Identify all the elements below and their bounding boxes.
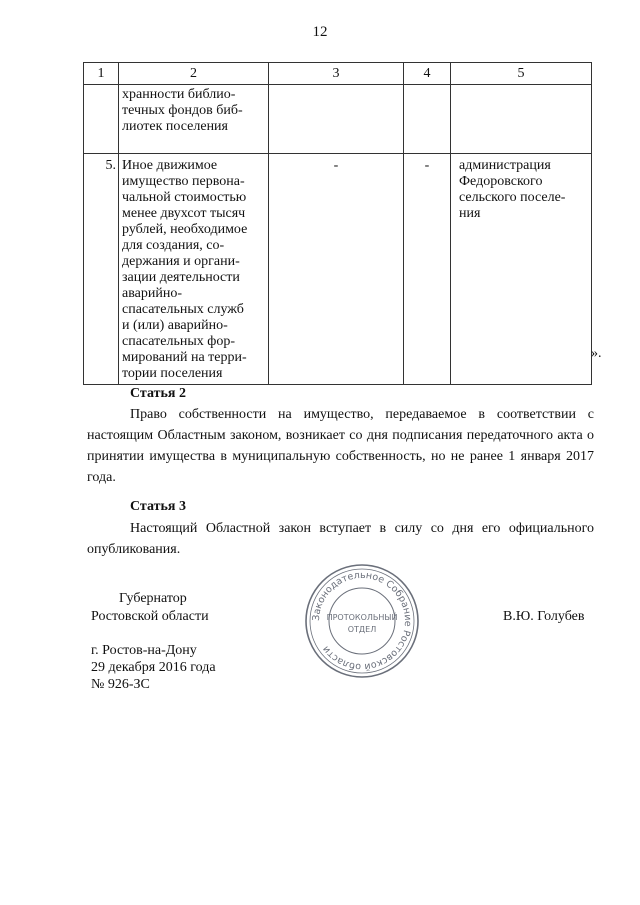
description-line: лиотек поселения <box>122 119 228 134</box>
description-line: для создания, со- <box>122 238 225 253</box>
row-number-cell <box>84 85 119 154</box>
seal-center-line-1: ПРОТОКОЛЬНЫЙ <box>326 613 398 622</box>
header-cell: 5 <box>451 63 592 85</box>
description-line: чальной стоимостью <box>122 190 247 205</box>
description-line: рублей, необходимое <box>122 222 248 237</box>
table-header-row <box>84 63 592 85</box>
description-line: аварийно- <box>122 286 182 301</box>
header-cell: 1 <box>84 63 119 85</box>
description-cell <box>119 154 269 385</box>
table-cell <box>269 85 404 154</box>
page-number: 12 <box>312 24 328 40</box>
description-line: хранности библио- <box>122 87 236 102</box>
official-seal-icon <box>303 562 421 680</box>
description-line: спасательных служб <box>122 302 244 317</box>
article-2-text: Право собственности на имущество, передаваемое в соответствии с настоящим Областным законом, возникает со дня подписания передаточного акта о принятии имущества в муниципальную собственность, но не ранее 1 января 2017 года. <box>87 407 594 485</box>
description-line: спасательных фор- <box>122 334 235 349</box>
table-cell: - <box>269 154 404 385</box>
description-line: имущество первона- <box>122 174 245 189</box>
description-line: течных фондов биб- <box>122 103 243 118</box>
description-line: менее двухсот тысяч <box>122 206 246 221</box>
law-number: № 926-ЗС <box>91 677 150 692</box>
table-row <box>84 154 592 385</box>
recipient-line: Федоровского <box>459 174 543 189</box>
table-cell <box>451 85 592 154</box>
recipient-line: администрация <box>459 158 551 173</box>
recipient-line: сельского поселе- <box>459 190 566 205</box>
closing-quote: ». <box>591 346 602 361</box>
description-line: тории поселения <box>122 366 223 381</box>
table-cell: - <box>404 154 451 385</box>
description-line: и (или) аварийно- <box>122 318 228 333</box>
row-number-cell: 5. <box>84 154 119 385</box>
description-line: держания и органи- <box>122 254 240 269</box>
article-3-text: Настоящий Областной закон вступает в силу со дня его официального опубликования. <box>87 521 594 557</box>
place-city: г. Ростов-на-Дону <box>91 643 197 658</box>
recipient-cell <box>451 154 592 385</box>
header-cell: 3 <box>269 63 404 85</box>
table-row <box>84 85 592 154</box>
recipient-line: ния <box>459 206 481 221</box>
description-line: зации деятельности <box>122 270 240 285</box>
description-line: Иное движимое <box>122 158 218 173</box>
article-3-heading: Статья 3 <box>130 499 186 514</box>
property-table <box>83 62 592 385</box>
description-line: мирований на терри- <box>122 350 247 365</box>
signatory-title-line-1: Губернатор <box>119 591 187 606</box>
signatory-title-line-2: Ростовской области <box>91 609 209 624</box>
seal-center-line-2: ОТДЕЛ <box>347 625 377 634</box>
description-cell <box>119 85 269 154</box>
table-cell <box>404 85 451 154</box>
header-cell: 2 <box>119 63 269 85</box>
signing-date: 29 декабря 2016 года <box>91 660 216 675</box>
seal-ring-text: Законодательное Собрание Ростовской области <box>310 569 414 673</box>
header-cell: 4 <box>404 63 451 85</box>
article-2-heading: Статья 2 <box>130 386 186 401</box>
signatory-name: В.Ю. Голубев <box>503 609 585 624</box>
